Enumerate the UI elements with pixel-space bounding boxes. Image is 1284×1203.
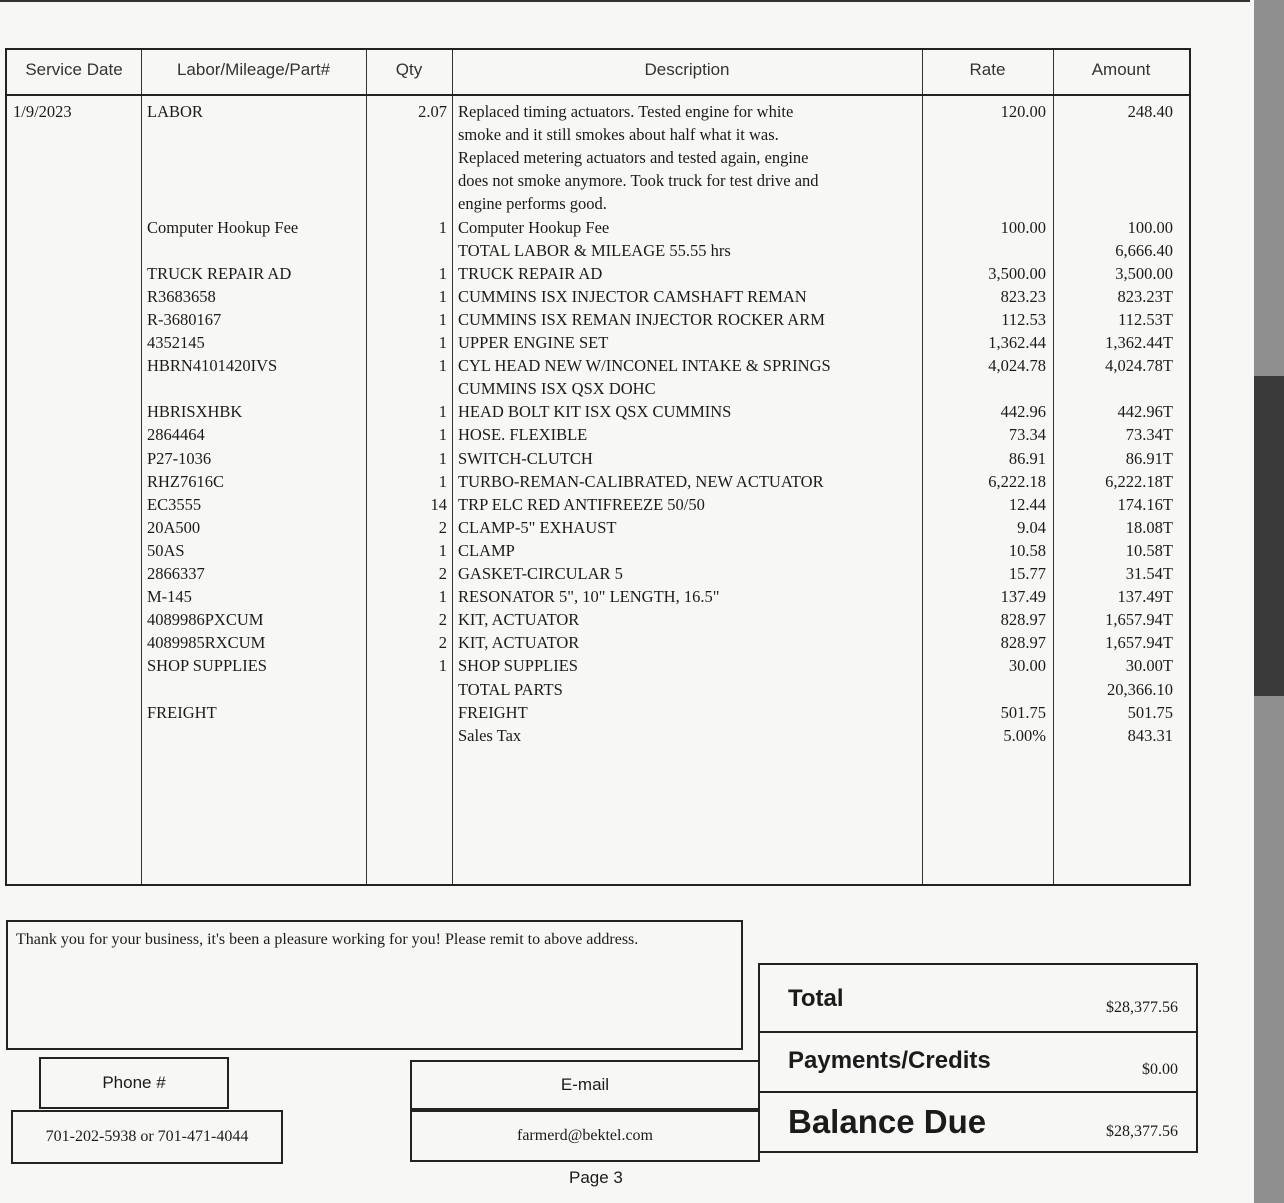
- header-divider: [7, 94, 1189, 96]
- row-part: HBRISXHBK: [147, 402, 243, 422]
- row-description: smoke and it still smokes about half what it was.: [458, 125, 779, 145]
- row-part: 2864464: [147, 425, 205, 445]
- phone-label-box: [39, 1057, 229, 1109]
- service-date: 1/9/2023: [13, 102, 72, 121]
- row-part: FREIGHT: [147, 702, 217, 722]
- row-part: SHOP SUPPLIES: [147, 656, 267, 676]
- row-rate: 4,024.78: [988, 356, 1046, 376]
- row-qty: 2: [438, 517, 447, 537]
- header-rate: Rate: [969, 60, 1006, 79]
- row-rate: 6,222.18: [988, 471, 1046, 491]
- row-part: Computer Hookup Fee: [147, 217, 299, 237]
- row-amount: 1,362.44T: [1105, 333, 1173, 352]
- row-amount: 20,366.10: [1107, 679, 1173, 699]
- row-description: RESONATOR 5", 10" LENGTH, 16.5": [458, 587, 720, 607]
- invoice-table: [5, 48, 1191, 886]
- row-qty: 1: [438, 448, 447, 468]
- payments-label: Payments/Credits: [788, 1047, 991, 1074]
- totals-divider: [760, 1091, 1196, 1093]
- header-amount: Amount: [1091, 60, 1151, 79]
- row-rate: 3,500.00: [988, 263, 1046, 283]
- row-rate: 15.77: [1008, 564, 1046, 583]
- row-rate: 5.00%: [1003, 725, 1046, 745]
- row-description: FREIGHT: [458, 702, 528, 722]
- row-qty: 1: [438, 402, 447, 422]
- row-qty: 2: [438, 564, 447, 583]
- row-part: 4089986PXCUM: [147, 610, 264, 630]
- row-rate: 86.91: [1008, 448, 1046, 468]
- row-part: RHZ7616C: [147, 471, 225, 491]
- email-label: E-mail: [560, 1075, 610, 1094]
- row-amount: 843.31: [1127, 725, 1173, 745]
- row-description: UPPER ENGINE SET: [458, 333, 609, 352]
- row-amount: 4,024.78T: [1105, 356, 1173, 376]
- row-amount: 6,222.18T: [1105, 471, 1173, 491]
- row-amount: 442.96T: [1117, 402, 1173, 422]
- row-qty: 2: [438, 610, 447, 630]
- row-part: 4089985RXCUM: [147, 633, 266, 653]
- row-description: engine performs good.: [458, 194, 607, 214]
- row-qty: 1: [438, 587, 447, 607]
- row-qty: 1: [438, 656, 447, 676]
- row-part: EC3555: [147, 494, 202, 514]
- row-qty: 1: [438, 356, 447, 376]
- phone-value-box: [11, 1110, 283, 1164]
- row-amount: 73.34T: [1125, 425, 1173, 445]
- row-part: 2866337: [147, 564, 205, 583]
- row-amount: 1,657.94T: [1105, 610, 1173, 630]
- row-qty: 1: [438, 217, 447, 237]
- row-rate: 10.58: [1008, 540, 1046, 560]
- col-divider: [452, 50, 453, 884]
- totals-box: [758, 963, 1198, 1153]
- row-description: CLAMP: [458, 540, 515, 560]
- email-address: farmerd@bektel.com: [516, 1127, 653, 1144]
- row-description: CUMMINS ISX REMAN INJECTOR ROCKER ARM: [458, 309, 825, 329]
- col-divider: [141, 50, 142, 884]
- header-service-date: Service Date: [25, 60, 123, 79]
- row-description: HOSE. FLEXIBLE: [458, 425, 588, 445]
- top-border: [0, 0, 1250, 2]
- row-amount: 86.91T: [1125, 448, 1173, 468]
- row-part: R3683658: [147, 286, 216, 306]
- row-description: CUMMINS ISX INJECTOR CAMSHAFT REMAN: [458, 286, 807, 306]
- row-qty: 1: [438, 309, 447, 329]
- header-qty: Qty: [395, 60, 423, 79]
- row-amount: 248.40: [1127, 102, 1173, 121]
- row-rate: 12.44: [1008, 494, 1046, 514]
- row-part: P27-1036: [147, 448, 212, 468]
- row-amount: 137.49T: [1117, 587, 1173, 607]
- row-rate: 828.97: [1000, 610, 1046, 630]
- payments-value: $0.00: [1142, 1061, 1178, 1078]
- row-amount: 10.58T: [1125, 540, 1173, 560]
- row-rate: 501.75: [1000, 702, 1046, 722]
- row-qty: 1: [438, 286, 447, 306]
- phone-label: Phone #: [102, 1073, 166, 1092]
- row-description: CLAMP-5" EXHAUST: [458, 517, 617, 537]
- row-description: Sales Tax: [458, 725, 522, 745]
- row-rate: 112.53: [1001, 309, 1046, 329]
- row-qty: 1: [438, 471, 447, 491]
- row-description: TOTAL LABOR & MILEAGE 55.55 hrs: [458, 240, 731, 260]
- total-label: Total: [788, 985, 844, 1012]
- total-value: $28,377.56: [1106, 999, 1178, 1016]
- balance-due-value: $28,377.56: [1106, 1123, 1178, 1140]
- row-amount: 501.75: [1127, 702, 1173, 722]
- row-part: HBRN4101420IVS: [147, 356, 278, 376]
- row-rate: 823.23: [1000, 286, 1046, 306]
- row-rate: 442.96: [1000, 402, 1046, 422]
- row-description: TRP ELC RED ANTIFREEZE 50/50: [458, 494, 705, 514]
- header-description: Description: [644, 60, 730, 79]
- row-description: HEAD BOLT KIT ISX QSX CUMMINS: [458, 402, 732, 422]
- row-qty: 1: [438, 425, 447, 445]
- row-part: 50AS: [147, 540, 185, 560]
- row-rate: 137.49: [1000, 587, 1046, 607]
- row-qty: 1: [438, 540, 447, 560]
- row-rate: 30.00: [1008, 656, 1046, 676]
- row-part: 20A500: [147, 517, 201, 537]
- row-rate: 120.00: [1000, 102, 1046, 121]
- balance-due-label: Balance Due: [788, 1103, 987, 1140]
- row-amount: 823.23T: [1117, 286, 1173, 306]
- scrollbar-thumb[interactable]: [1254, 376, 1284, 696]
- row-amount: 18.08T: [1125, 517, 1173, 537]
- row-description: GASKET-CIRCULAR 5: [458, 564, 623, 583]
- email-label-box: [410, 1060, 760, 1110]
- row-amount: 100.00: [1127, 217, 1173, 237]
- row-description: Replaced metering actuators and tested again, engine: [458, 148, 809, 168]
- phone-number: 701-202-5938 or 701-471-4044: [45, 1128, 249, 1145]
- row-amount: 30.00T: [1125, 656, 1173, 676]
- row-description: SWITCH-CLUTCH: [458, 448, 593, 468]
- row-qty: 2: [438, 633, 447, 653]
- row-amount: 1,657.94T: [1105, 633, 1173, 653]
- row-part: LABOR: [147, 102, 203, 121]
- row-part: 4352145: [147, 333, 205, 352]
- row-description: TURBO-REMAN-CALIBRATED, NEW ACTUATOR: [458, 471, 824, 491]
- row-qty: 2.07: [418, 102, 447, 121]
- row-qty: 1: [438, 263, 447, 283]
- row-description: SHOP SUPPLIES: [458, 656, 578, 676]
- row-description: KIT, ACTUATOR: [458, 610, 580, 630]
- row-rate: 73.34: [1008, 425, 1046, 445]
- row-description: Computer Hookup Fee: [458, 217, 610, 237]
- row-rate: 9.04: [1017, 517, 1046, 537]
- row-description: Replaced timing actuators. Tested engine for white: [458, 102, 794, 121]
- row-part: M-145: [147, 587, 192, 607]
- row-amount: 174.16T: [1117, 494, 1173, 514]
- page-number: Page 3: [569, 1168, 623, 1187]
- row-qty: 14: [430, 494, 447, 514]
- row-amount: 6,666.40: [1115, 240, 1173, 260]
- row-description: CYL HEAD NEW W/INCONEL INTAKE & SPRINGS: [458, 356, 831, 376]
- row-amount: 31.54T: [1125, 564, 1173, 583]
- thank-you-note: Thank you for your business, it's been a pleasure working for you! Please remit to above address.: [6, 920, 743, 1050]
- row-rate: 828.97: [1000, 633, 1046, 653]
- row-qty: 1: [438, 333, 447, 352]
- email-value-box: [410, 1110, 760, 1162]
- row-description: KIT, ACTUATOR: [458, 633, 580, 653]
- row-description: CUMMINS ISX QSX DOHC: [458, 379, 656, 399]
- totals-divider: [760, 1031, 1196, 1033]
- row-description: TOTAL PARTS: [458, 679, 563, 699]
- row-description: does not smoke anymore. Took truck for test drive and: [458, 171, 819, 191]
- row-rate: 1,362.44: [988, 333, 1046, 352]
- row-part: R-3680167: [147, 309, 222, 329]
- row-description: TRUCK REPAIR AD: [458, 263, 603, 283]
- row-amount: 3,500.00: [1115, 263, 1173, 283]
- row-amount: 112.53T: [1118, 309, 1173, 329]
- row-part: TRUCK REPAIR AD: [147, 263, 292, 283]
- row-rate: 100.00: [1000, 217, 1046, 237]
- header-part: Labor/Mileage/Part#: [176, 60, 331, 79]
